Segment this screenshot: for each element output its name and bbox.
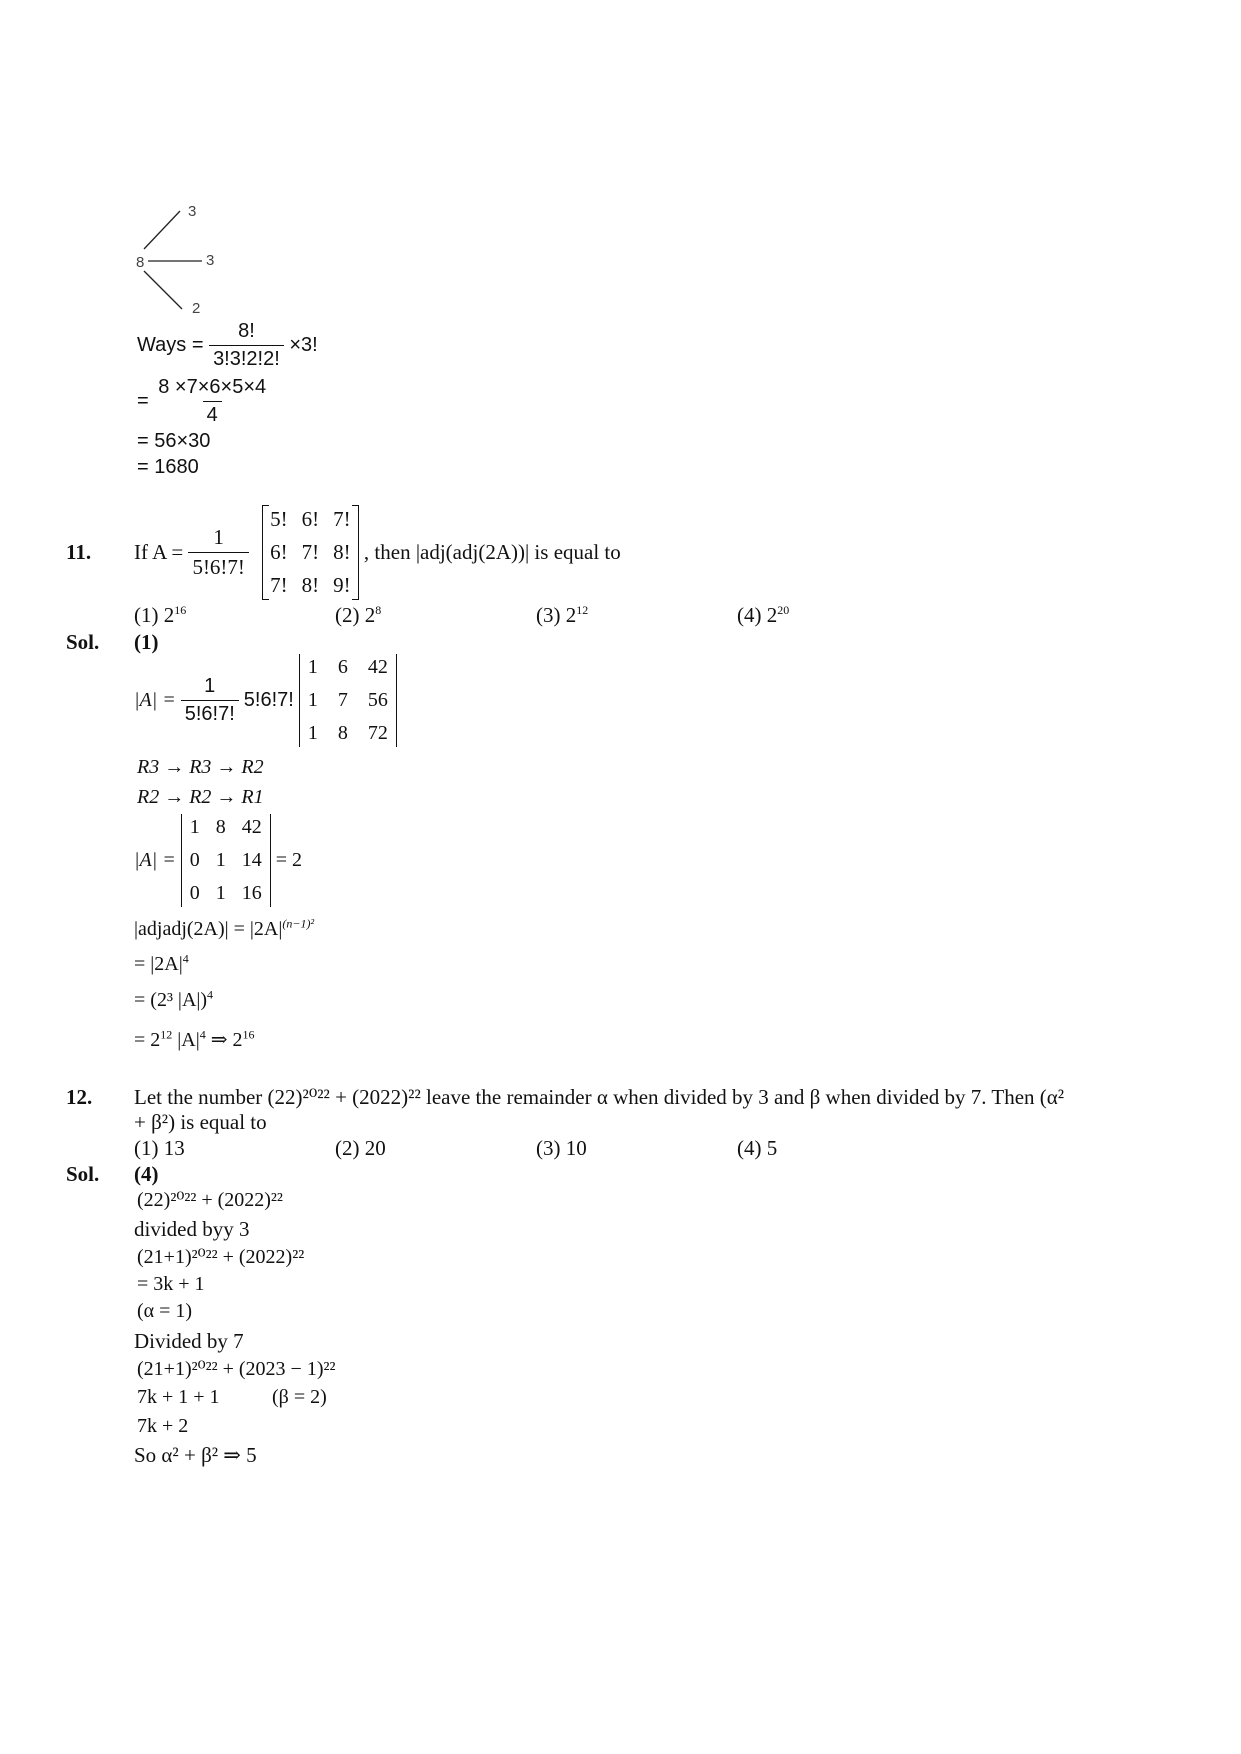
solution-12-line-2: divided byy 3 bbox=[134, 1217, 250, 1241]
ways-step-3: = 56×30 bbox=[137, 430, 211, 452]
question-11-suffix: , then |adj(adj(2A))| is equal to bbox=[363, 540, 621, 564]
question-12-text-line-1: Let the number (22)²⁰²² + (2022)²² leave the remainder α when divided by 3 and β when divided by 7. Then (α² bbox=[134, 1085, 1065, 1109]
det-cell: 8 bbox=[337, 722, 348, 744]
solution-12-line-5: (α = 1) bbox=[137, 1300, 193, 1322]
matrix-cell: 5! bbox=[270, 507, 288, 531]
question-11-statement bbox=[134, 505, 621, 600]
det-cell: 8 bbox=[215, 816, 226, 838]
ways-label: Ways = bbox=[137, 334, 204, 356]
question-12-option-2: (2) 20 bbox=[335, 1136, 386, 1160]
ways-fraction bbox=[209, 320, 284, 371]
det-cell: 14 bbox=[241, 849, 262, 871]
det2-lhs: |A| = bbox=[134, 849, 176, 871]
det-cell: 1 bbox=[215, 849, 226, 871]
ways-step-2-numerator: 8 ×7×6×5×4 bbox=[158, 376, 267, 398]
solution-12-line-7: (21+1)²⁰²² + (2023 − 1)²² bbox=[137, 1358, 336, 1380]
det-cell: 0 bbox=[189, 882, 200, 904]
tree-root-label: 8 bbox=[136, 254, 145, 271]
question-11-option-3 bbox=[536, 603, 588, 628]
matrix-cell: 7! bbox=[301, 540, 320, 564]
solution-12-line-3: (21+1)²⁰²² + (2022)²² bbox=[137, 1246, 305, 1268]
matrix-cell: 8! bbox=[301, 573, 320, 597]
row-operation-1: R3 → R3 → R2 bbox=[137, 756, 264, 778]
question-11-sol-label: Sol. bbox=[66, 630, 100, 654]
adj-step-3 bbox=[134, 989, 213, 1012]
solution-12-line-1: (22)²⁰²² + (2022)²² bbox=[137, 1189, 283, 1211]
adj-step-4-b: |A| bbox=[177, 1029, 200, 1051]
option-label: (3) 2 bbox=[536, 603, 577, 627]
question-12-sol-answer: (4) bbox=[134, 1162, 159, 1186]
ways-step-4: = 1680 bbox=[137, 456, 199, 478]
adj-step-4-b-exponent: 4 bbox=[199, 1027, 206, 1042]
question-11-number: 11. bbox=[66, 540, 92, 564]
matrix-cell: 6! bbox=[270, 540, 288, 564]
solution-12-beta-note: (β = 2) bbox=[272, 1386, 327, 1408]
adj-step-1 bbox=[134, 918, 314, 941]
determinant-step-1 bbox=[134, 654, 397, 747]
ways-multiplier: ×3! bbox=[289, 334, 318, 356]
matrix-cell: 6! bbox=[301, 507, 320, 531]
det-cell: 7 bbox=[337, 689, 348, 711]
solution-12-line-6: Divided by 7 bbox=[134, 1329, 244, 1353]
adj-step-4-a: = 2 bbox=[134, 1029, 161, 1051]
question-11-fraction-numerator: 1 bbox=[213, 525, 224, 549]
option-label: (4) 2 bbox=[737, 603, 778, 627]
solution-12-line-4: = 3k + 1 bbox=[137, 1273, 205, 1295]
adj-step-4 bbox=[134, 1027, 255, 1052]
det2-result: = 2 bbox=[275, 849, 302, 871]
tree-branch-label-3: 2 bbox=[192, 300, 201, 317]
question-11-option-1 bbox=[134, 603, 186, 628]
adj-step-4-a-exponent: 12 bbox=[160, 1027, 173, 1042]
matrix-cell: 8! bbox=[333, 540, 351, 564]
adj-step-2-text: = |2A| bbox=[134, 953, 183, 975]
matrix-cell: 9! bbox=[333, 573, 351, 597]
adj-step-2 bbox=[134, 953, 189, 976]
det-cell: 1 bbox=[189, 816, 200, 838]
question-12-number: 12. bbox=[66, 1085, 93, 1109]
ways-numerator: 8! bbox=[238, 320, 255, 342]
question-11-matrix bbox=[262, 505, 359, 600]
ways-step-2 bbox=[137, 376, 270, 427]
question-11-sol-answer: (1) bbox=[134, 630, 159, 654]
option-exponent: 16 bbox=[174, 603, 187, 617]
matrix-cell: 7! bbox=[270, 573, 288, 597]
matrix-cell: 7! bbox=[333, 507, 351, 531]
adj-step-4-c-exponent: 16 bbox=[242, 1027, 255, 1042]
option-label: (2) 2 bbox=[335, 603, 376, 627]
question-11-prefix: If A = bbox=[134, 540, 184, 564]
det-cell: 16 bbox=[241, 882, 262, 904]
ways-denominator: 3!3!2!2! bbox=[209, 345, 284, 371]
adj-step-1-exponent: (n−1)² bbox=[282, 916, 315, 931]
ways-step-2-denominator: 4 bbox=[203, 401, 222, 427]
ways-equation bbox=[137, 320, 318, 371]
distribution-tree-diagram bbox=[130, 195, 240, 325]
question-12-option-1: (1) 13 bbox=[134, 1136, 185, 1160]
adj-step-3-text: = (2³ |A|) bbox=[134, 989, 208, 1011]
tree-branch-label-1: 3 bbox=[188, 203, 197, 220]
det-cell: 0 bbox=[189, 849, 200, 871]
det-fraction-numerator: 1 bbox=[204, 675, 216, 697]
question-11-fraction bbox=[188, 525, 248, 580]
question-12-option-3: (3) 10 bbox=[536, 1136, 587, 1160]
option-exponent: 12 bbox=[576, 603, 589, 617]
solution-12-line-8: 7k + 1 + 1 bbox=[137, 1386, 220, 1408]
adj-step-4-c: ⇒ 2 bbox=[210, 1029, 243, 1051]
det-cell: 1 bbox=[307, 722, 318, 744]
adj-step-1-text: |adjadj(2A)| = |2A| bbox=[134, 918, 283, 940]
option-label: (1) 2 bbox=[134, 603, 175, 627]
ways-step-2-eq: = bbox=[137, 390, 149, 412]
solution-12-line-9: 7k + 2 bbox=[137, 1415, 189, 1437]
det-multiplier: 5!6!7! bbox=[243, 689, 294, 711]
det-cell: 42 bbox=[241, 816, 262, 838]
det-cell: 1 bbox=[215, 882, 226, 904]
question-11-option-2 bbox=[335, 603, 381, 628]
tree-branch-label-2: 3 bbox=[206, 252, 215, 269]
question-12-text-line-2: + β²) is equal to bbox=[134, 1110, 267, 1134]
option-exponent: 8 bbox=[375, 603, 382, 617]
determinant-step-2 bbox=[134, 814, 302, 907]
det-matrix-2 bbox=[181, 814, 271, 907]
ways-step-2-fraction bbox=[154, 376, 270, 427]
row-operation-2: R2 → R2 → R1 bbox=[137, 786, 264, 808]
det-fraction bbox=[181, 675, 239, 726]
det-cell: 1 bbox=[307, 689, 318, 711]
det-cell: 1 bbox=[307, 656, 318, 678]
det-lhs: |A| = bbox=[134, 689, 176, 711]
det-cell: 42 bbox=[367, 656, 388, 678]
question-11-option-4 bbox=[737, 603, 789, 628]
det-matrix-1 bbox=[299, 654, 397, 747]
det-cell: 56 bbox=[367, 689, 388, 711]
det-cell: 72 bbox=[367, 722, 388, 744]
adj-step-2-exponent: 4 bbox=[182, 951, 189, 966]
question-12-sol-label: Sol. bbox=[66, 1162, 100, 1186]
solution-12-line-10: So α² + β² ⇒ 5 bbox=[134, 1443, 257, 1467]
question-12-option-4: (4) 5 bbox=[737, 1136, 778, 1160]
det-cell: 6 bbox=[337, 656, 348, 678]
option-exponent: 20 bbox=[777, 603, 790, 617]
question-11-fraction-denominator: 5!6!7! bbox=[188, 552, 248, 580]
adj-step-3-exponent: 4 bbox=[207, 987, 214, 1002]
det-fraction-denominator: 5!6!7! bbox=[181, 700, 239, 726]
